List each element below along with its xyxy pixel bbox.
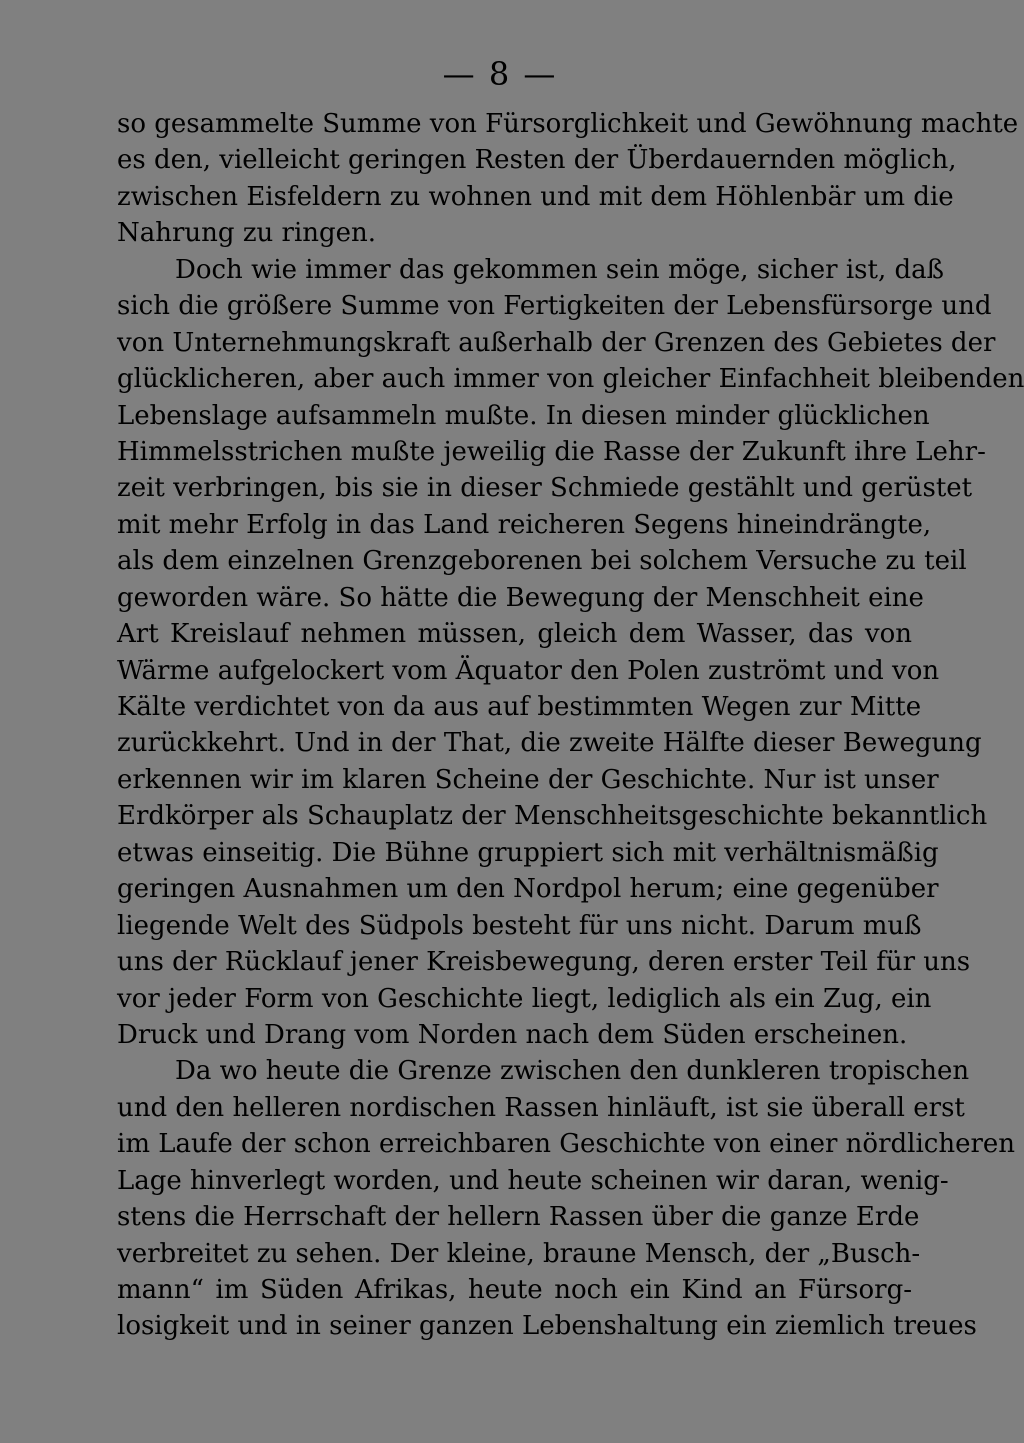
text-line: losigkeit und in seiner ganzen Lebenshaltung ein ziemlich treues — [117, 1311, 977, 1342]
text-line: vor jeder Form von Geschichte liegt, lediglich als ein Zug, ein — [117, 983, 932, 1014]
text-line: Wärme aufgelockert vom Äquator den Polen zuströmt und von — [117, 655, 940, 686]
text-line: zeit verbringen, bis sie in dieser Schmiede gestählt und gerüstet — [117, 473, 973, 504]
text-line: von Unternehmungskraft außerhalb der Grenzen des Gebietes der — [117, 327, 996, 358]
text-line: etwas einseitig. Die Bühne gruppiert sich mit verhältnismäßig — [117, 837, 939, 868]
text-line: Doch wie immer das gekommen sein möge, sicher ist, daß — [175, 254, 945, 285]
text-line: im Laufe der schon erreichbaren Geschichte von einer nördlicheren — [117, 1129, 1016, 1160]
text-line: Art Kreislauf nehmen müssen, gleich dem Wasser, das von — [117, 619, 912, 650]
text-line: verbreitet zu sehen. Der kleine, braune Mensch, der „Busch- — [117, 1238, 921, 1269]
text-line: geworden wäre. So hätte die Bewegung der Menschheit eine — [117, 582, 924, 613]
text-line: Erdkörper als Schauplatz der Menschheitsgeschichte bekanntlich — [117, 801, 988, 832]
text-line: geringen Ausnahmen um den Nordpol herum; eine gegenüber — [117, 874, 939, 905]
text-line: als dem einzelnen Grenzgeborenen bei solchem Versuche zu teil — [117, 546, 967, 577]
text-line: mit mehr Erfolg in das Land reicheren Segens hineindrängte, — [117, 509, 932, 540]
text-line: Himmelsstrichen mußte jeweilig die Rasse der Zukunft ihre Lehr- — [117, 436, 986, 467]
text-line: Lebenslage aufsammeln mußte. In diesen minder glücklichen — [117, 400, 930, 431]
text-line: stens die Herrschaft der hellern Rassen über die ganze Erde — [117, 1202, 920, 1233]
text-line: Nahrung zu ringen. — [117, 218, 377, 249]
text-line: es den, vielleicht geringen Resten der Überdauernden möglich, — [117, 145, 957, 176]
text-line: und den helleren nordischen Rassen hinläuft, ist sie überall erst — [117, 1092, 965, 1123]
text-line: sich die größere Summe von Fertigkeiten der Lebensfürsorge und — [117, 291, 992, 322]
body-text — [117, 106, 1024, 1345]
text-line: liegende Welt des Südpols besteht für uns nicht. Darum muß — [117, 910, 922, 941]
page-number: — 8 — — [442, 55, 558, 93]
text-line: glücklicheren, aber auch immer von gleicher Einfachheit bleibenden — [117, 364, 1024, 395]
text-line: zwischen Eisfeldern zu wohnen und mit dem Höhlenbär um die — [117, 181, 954, 212]
text-line: zurückkehrt. Und in der That, die zweite Hälfte dieser Bewegung — [117, 728, 982, 759]
text-line: Lage hinverlegt worden, und heute scheinen wir daran, wenig- — [117, 1165, 949, 1196]
text-line: Da wo heute die Grenze zwischen den dunkleren tropischen — [175, 1056, 970, 1087]
text-line: mann“ im Süden Afrikas, heute noch ein Kind an Fürsorg- — [117, 1275, 912, 1305]
text-line: Druck und Drang vom Norden nach dem Süden erscheinen. — [117, 1019, 908, 1050]
text-line: uns der Rücklauf jener Kreisbewegung, deren erster Teil für uns — [117, 947, 971, 978]
text-line: so gesammelte Summe von Fürsorglichkeit und Gewöhnung machte — [117, 109, 1019, 139]
text-line: erkennen wir im klaren Scheine der Geschichte. Nur ist unser — [117, 764, 939, 795]
text-line: Kälte verdichtet von da aus auf bestimmten Wegen zur Mitte — [117, 692, 922, 722]
